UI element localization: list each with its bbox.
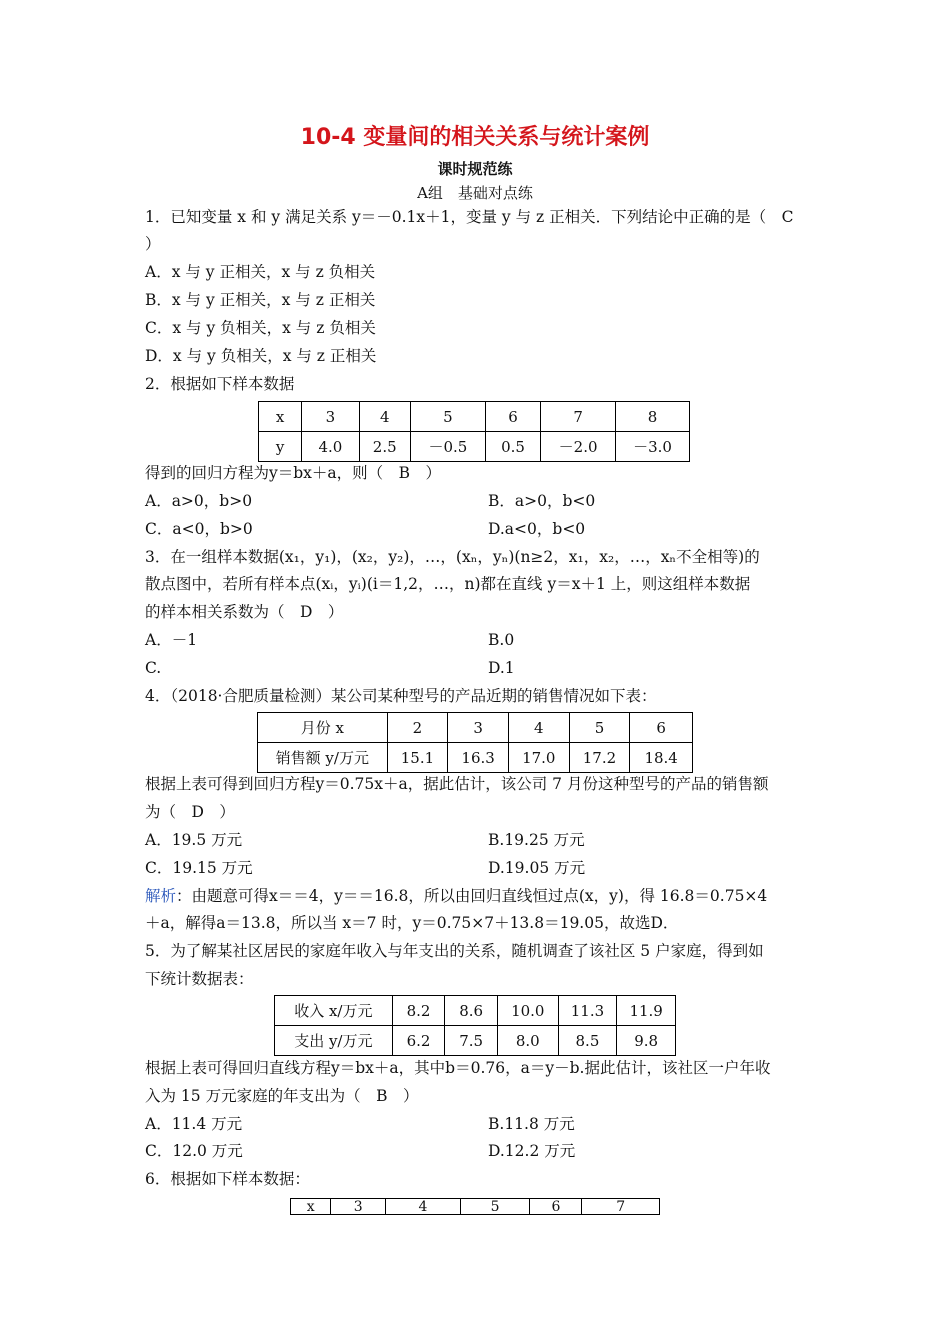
- table-cell: 18.4: [630, 743, 693, 773]
- table-cell: 0.5: [485, 432, 540, 462]
- table-cell: 6.2: [392, 1026, 445, 1056]
- q2-stem: 2．根据如下样本数据: [145, 375, 295, 393]
- table-cell: －2.0: [541, 432, 616, 462]
- table-row: [275, 1026, 676, 1056]
- table-row: [291, 1199, 660, 1215]
- table-cell: x: [291, 1199, 331, 1215]
- q3-option-c: C.: [145, 659, 162, 677]
- q4-solution-cont: ＋a，解得a＝13.8，所以当 x＝7 时，y＝0.75×7＋13.8＝19.05，故选D．: [145, 914, 679, 932]
- group-heading: A组 基础对点练: [417, 184, 533, 202]
- q1-option-a: A．x 与 y 正相关，x 与 z 负相关: [145, 263, 376, 281]
- q1-stem: 1．已知变量 x 和 y 满足关系 y＝－0.1x＋1，变量 y 与 z 正相关．下列结论中正确的是（ C: [145, 208, 794, 226]
- table-cell: 5: [460, 1199, 530, 1215]
- q1-option-d: D．x 与 y 负相关，x 与 z 正相关: [145, 347, 377, 365]
- q5-data-table: [274, 995, 676, 1056]
- q2-option-b: B．a>0，b<0: [488, 492, 596, 510]
- table-cell: 5: [410, 402, 485, 432]
- table-cell: 8.6: [445, 996, 498, 1026]
- table-cell: 7.5: [445, 1026, 498, 1056]
- table-cell: 8.0: [497, 1026, 558, 1056]
- q6-data-table: [290, 1198, 660, 1215]
- table-cell: 8.2: [392, 996, 445, 1026]
- q5-after-cont: 入为 15 万元家庭的年支出为（ B ）: [145, 1087, 419, 1105]
- table-cell: 7: [541, 402, 616, 432]
- table-cell: 6: [485, 402, 540, 432]
- table-cell: 3: [448, 713, 509, 743]
- table-cell: 6: [530, 1199, 582, 1215]
- section-subtitle: 课时规范练: [437, 160, 513, 178]
- table-cell: 2.5: [359, 432, 410, 462]
- q5-option-d: D.12.2 万元: [488, 1142, 576, 1160]
- table-row: [258, 743, 693, 773]
- table-cell: 15.1: [387, 743, 448, 773]
- table-row: [259, 402, 690, 432]
- table-cell: 11.3: [558, 996, 617, 1026]
- table-cell: 17.2: [569, 743, 630, 773]
- q5-stem-cont: 下统计数据表：: [145, 970, 254, 988]
- q4-option-b: B.19.25 万元: [488, 831, 585, 849]
- q4-option-a: A．19.5 万元: [145, 831, 243, 849]
- q3-stem: 3．在一组样本数据(x₁，y₁)，(x₂，y₂)，…，(xₙ，yₙ)(n≥2，x₁，x₂，…，xₙ不全相等)的: [145, 548, 760, 566]
- q4-stem: 4．（2018·合肥质量检测）某公司某种型号的产品近期的销售情况如下表：: [145, 687, 657, 705]
- q1-option-b: B．x 与 y 正相关，x 与 z 正相关: [145, 291, 376, 309]
- q5-stem: 5．为了解某社区居民的家庭年收入与年支出的关系，随机调查了该社区 5 户家庭，得到如: [145, 942, 764, 960]
- table-cell: 销售额 y/万元: [258, 743, 388, 773]
- table-cell: 4: [359, 402, 410, 432]
- q4-data-table: [257, 712, 693, 773]
- table-cell: 4: [508, 713, 569, 743]
- table-row: [275, 996, 676, 1026]
- q4-after: 根据上表可得到回归方程y＝0.75x＋a，据此估计，该公司 7 月份这种型号的产品的销售额: [145, 775, 769, 793]
- q5-option-a: A．11.4 万元: [145, 1115, 243, 1133]
- table-cell: 收入 x/万元: [275, 996, 393, 1026]
- table-cell: 11.9: [617, 996, 676, 1026]
- q4-option-d: D.19.05 万元: [488, 859, 586, 877]
- table-cell: y: [259, 432, 302, 462]
- q5-option-b: B.11.8 万元: [488, 1115, 575, 1133]
- solution-label: 解析: [145, 887, 177, 905]
- q4-option-c: C．19.15 万元: [145, 859, 253, 877]
- table-cell: 17.0: [508, 743, 569, 773]
- table-cell: 8: [616, 402, 690, 432]
- q2-data-table: [258, 401, 690, 462]
- table-row: [258, 713, 693, 743]
- q4-after-cont: 为（ D ）: [145, 803, 235, 821]
- q3-option-a: A．－1: [145, 631, 198, 649]
- table-cell: 2: [387, 713, 448, 743]
- table-cell: x: [259, 402, 302, 432]
- page-title: 10-4 变量间的相关关系与统计案例: [300, 125, 650, 150]
- table-cell: 8.5: [558, 1026, 617, 1056]
- table-cell: －0.5: [410, 432, 485, 462]
- q6-stem: 6．根据如下样本数据：: [145, 1170, 310, 1188]
- q2-option-a: A．a>0，b>0: [145, 492, 253, 510]
- table-cell: 支出 y/万元: [275, 1026, 393, 1056]
- q4-solution: [145, 886, 767, 906]
- q5-after: 根据上表可得回归直线方程y＝bx＋a，其中b＝0.76，a＝y－b.据此估计，该社区一户年收: [145, 1059, 771, 1077]
- q1-option-c: C．x 与 y 负相关，x 与 z 负相关: [145, 319, 376, 337]
- table-cell: －3.0: [616, 432, 690, 462]
- table-cell: 5: [569, 713, 630, 743]
- table-cell: 4.0: [302, 432, 359, 462]
- q3-stem-cont: 散点图中，若所有样本点(xᵢ，yᵢ)(i＝1,2，…，n)都在直线 y＝x＋1 上，则这组样本数据: [145, 575, 751, 593]
- table-cell: 3: [331, 1199, 386, 1215]
- solution-text: ：由题意可得x＝＝4，y＝＝16.8，所以由回归直线恒过点(x，y)，得 16.8＝0.75×4: [176, 887, 768, 905]
- q2-option-d: D.a<0，b<0: [488, 520, 586, 538]
- table-cell: 月份 x: [258, 713, 388, 743]
- q3-stem-cont-2: 的样本相关系数为（ D ）: [145, 603, 344, 621]
- q1-stem-cont: ）: [145, 235, 161, 253]
- q2-option-c: C．a<0，b>0: [145, 520, 253, 538]
- q2-after: 得到的回归方程为y＝bx＋a，则（ B ）: [145, 464, 442, 482]
- q5-option-c: C．12.0 万元: [145, 1142, 243, 1160]
- table-row: [259, 432, 690, 462]
- q3-option-d: D.1: [488, 659, 515, 677]
- table-cell: 7: [582, 1199, 660, 1215]
- table-cell: 10.0: [497, 996, 558, 1026]
- table-cell: 4: [386, 1199, 461, 1215]
- table-cell: 6: [630, 713, 693, 743]
- table-cell: 16.3: [448, 743, 509, 773]
- q3-option-b: B.0: [488, 631, 515, 649]
- table-cell: 3: [302, 402, 359, 432]
- table-cell: 9.8: [617, 1026, 676, 1056]
